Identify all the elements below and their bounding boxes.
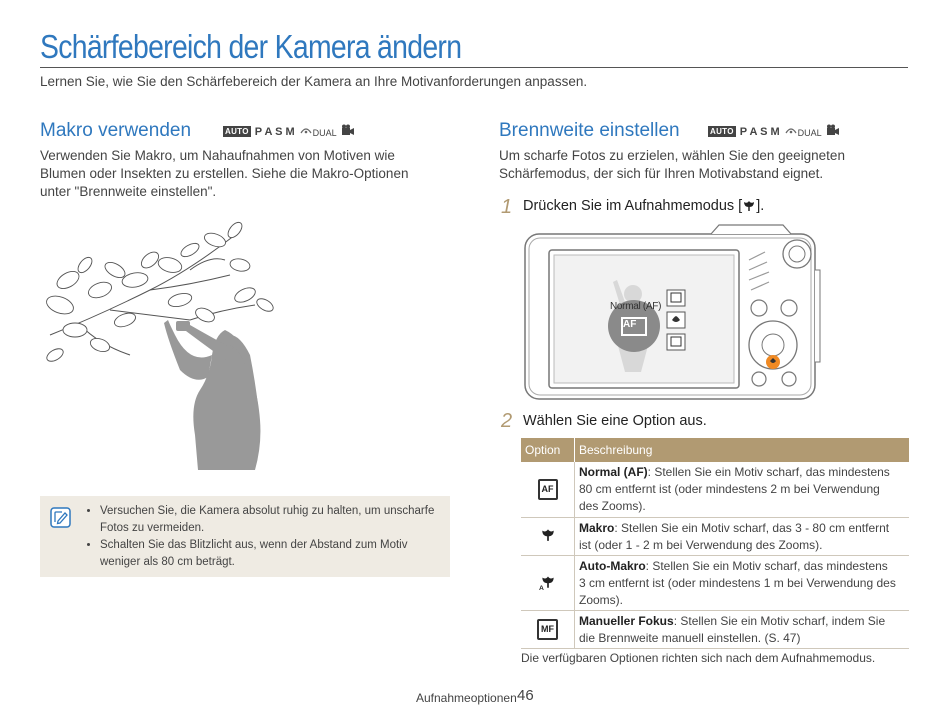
af-normal-icon: AF	[538, 479, 558, 500]
column-header-description: Beschreibung	[575, 438, 910, 462]
pasm-mode-letters: P A S M	[739, 125, 780, 138]
option-name: Manueller Fokus	[579, 613, 674, 628]
brennweite-description: Um scharfe Fotos zu erzielen, wählen Sie den geeigneten Schärfemodus, der sich für Ihren Motivabstand eignet.	[499, 148, 845, 181]
movie-mode-icon	[341, 124, 355, 139]
page-number: 46	[517, 687, 534, 704]
macro-icon	[540, 531, 556, 545]
column-header-option: Option	[521, 438, 575, 462]
focus-options-table	[521, 438, 909, 649]
note-icon	[50, 507, 71, 528]
tip-list	[40, 496, 450, 570]
table-row: Makro: Stellen Sie ein Motiv scharf, das 3 - 80 cm entfernt ist (oder 1 - 2 m bei Verwendung des Zooms).	[521, 517, 909, 555]
tip-box	[40, 496, 450, 577]
option-name: Makro	[579, 520, 615, 535]
movie-mode-icon	[826, 124, 840, 139]
step-2-text: Wählen Sie eine Option aus.	[523, 413, 707, 429]
table-note: Die verfügbaren Optionen richten sich nach dem Aufnahmemodus.	[521, 651, 876, 665]
step-number: 2	[501, 410, 513, 432]
section-title-brennweite: Brennweite einstellen	[499, 120, 680, 141]
manual-focus-icon: MF	[537, 619, 558, 640]
svg-text:A: A	[538, 584, 544, 590]
pasm-mode-letters: P A S M	[254, 125, 295, 138]
page-subtitle: Lernen Sie, wie Sie den Schärfebereich der Kamera an Ihre Motivanforderungen anpassen.	[40, 74, 588, 89]
step-1-text: Drücken Sie im Aufnahmemodus [ ].	[523, 198, 765, 214]
footer-section-label: Aufnahmeoptionen	[416, 691, 517, 705]
auto-macro-icon	[539, 579, 557, 593]
section-title-makro: Makro verwenden	[40, 120, 192, 141]
macro-illustration	[40, 205, 290, 470]
title-divider	[40, 67, 908, 68]
tip-item: • Versuchen Sie, die Kamera absolut ruhig zu halten, um unscharfe Fotos zu vermeiden.	[100, 503, 450, 536]
page-title: Schärfebereich der Kamera ändern	[40, 28, 462, 65]
option-name: Auto-Makro	[579, 558, 646, 573]
dual-is-icon: DUAL	[299, 124, 337, 139]
auto-mode-icon: AUTO	[710, 127, 734, 136]
table-row: AF Normal (AF): Stellen Sie ein Motiv scharf, das mindestens 80 cm entfernt ist (oder mindestens 2 m bei Verwendung des Zooms).	[521, 462, 909, 517]
auto-mode-icon: AUTO	[225, 127, 249, 136]
dual-is-icon: DUAL	[784, 124, 822, 139]
screen-focus-label: Normal (AF)	[610, 301, 662, 312]
option-name: Normal (AF)	[579, 465, 648, 480]
tip-item: • Schalten Sie das Blitzlicht aus, wenn der Abstand zum Motiv weniger als 80 cm beträgt.	[100, 537, 450, 570]
table-row: MF Manueller Fokus: Stellen Sie ein Motiv scharf, indem Sie die Brennweite manuell einstellen. (S. 47)	[521, 610, 909, 648]
macro-icon	[742, 198, 756, 214]
mode-icons	[223, 124, 355, 139]
table-row: A Auto-Makro: Stellen Sie ein Motiv scharf, das mindestens 3 cm entfernt ist (oder mindestens 1 m bei Verwendung des Zooms).	[521, 555, 909, 610]
camera-back-illustration	[521, 222, 831, 404]
screen-af-text: AF	[623, 319, 637, 330]
makro-description: Verwenden Sie Makro, um Nahaufnahmen von Motiven wie Blumen oder Insekten zu erstellen. Siehe die Makro-Optionen unter "Brennweite einstellen".	[40, 148, 409, 199]
mode-icons	[708, 124, 840, 139]
step-number: 1	[501, 196, 513, 218]
